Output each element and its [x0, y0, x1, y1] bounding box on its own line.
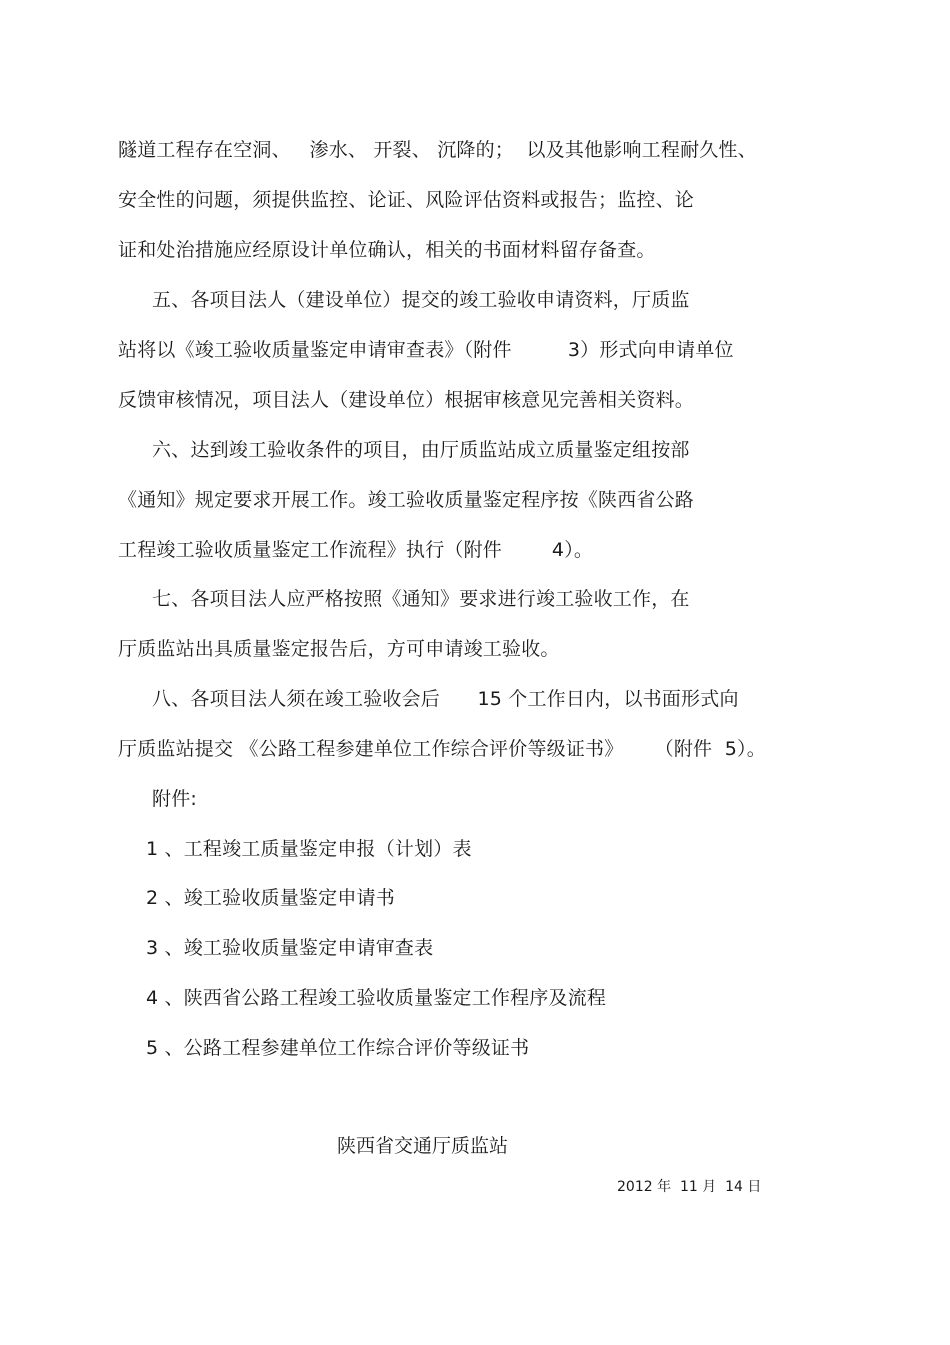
- body-line: 反馈审核情况，项目法人（建设单位）根据审核意见完善相关资料。: [118, 389, 695, 411]
- body-line: 厅质监站提交 《公路工程参建单位工作综合评价等级证书》 （附件 5）。: [118, 738, 766, 760]
- issue-date: 2012 年 11 月 14 日: [617, 1179, 762, 1195]
- body-line: 七、各项目法人应严格按照《通知》要求进行竣工验收工作，在: [152, 588, 690, 610]
- body-line: 《通知》规定要求开展工作。竣工验收质量鉴定程序按《陕西省公路: [118, 489, 695, 511]
- attachment-item: 3 、竣工验收质量鉴定申请审查表: [146, 937, 434, 959]
- attachment-item: 5 、公路工程参建单位工作综合评价等级证书: [146, 1037, 530, 1059]
- body-line: 八、各项目法人须在竣工验收会后 15 个工作日内，以书面形式向: [152, 688, 739, 710]
- body-line: 工程竣工验收质量鉴定工作流程》执行（附件 4）。: [118, 539, 594, 561]
- issuer-signature: 陕西省交通厅质监站: [337, 1135, 509, 1157]
- body-line: 六、达到竣工验收条件的项目，由厅质监站成立质量鉴定组按部: [152, 439, 690, 461]
- attachment-item: 4 、陕西省公路工程竣工验收质量鉴定工作程序及流程: [146, 987, 607, 1009]
- body-line: 安全性的问题，须提供监控、论证、风险评估资料或报告；监控、论: [118, 189, 695, 211]
- attachment-item: 2 、竣工验收质量鉴定申请书: [146, 887, 395, 909]
- body-line: 五、各项目法人（建设单位）提交的竣工验收申请资料，厅质监: [152, 289, 690, 311]
- body-line: 证和处治措施应经原设计单位确认，相关的书面材料留存备查。: [118, 239, 656, 261]
- body-line: 隧道工程存在空洞、 渗水、 开裂、 沉降的； 以及其他影响工程耐久性、: [118, 139, 757, 161]
- body-line: 厅质监站出具质量鉴定报告后，方可申请竣工验收。: [118, 638, 560, 660]
- attachments-heading: 附件:: [152, 788, 198, 810]
- attachment-item: 1 、工程竣工质量鉴定申报（计划）表: [146, 838, 472, 860]
- body-line: 站将以《竣工验收质量鉴定申请审查表》（附件 3）形式向申请单位: [118, 339, 734, 361]
